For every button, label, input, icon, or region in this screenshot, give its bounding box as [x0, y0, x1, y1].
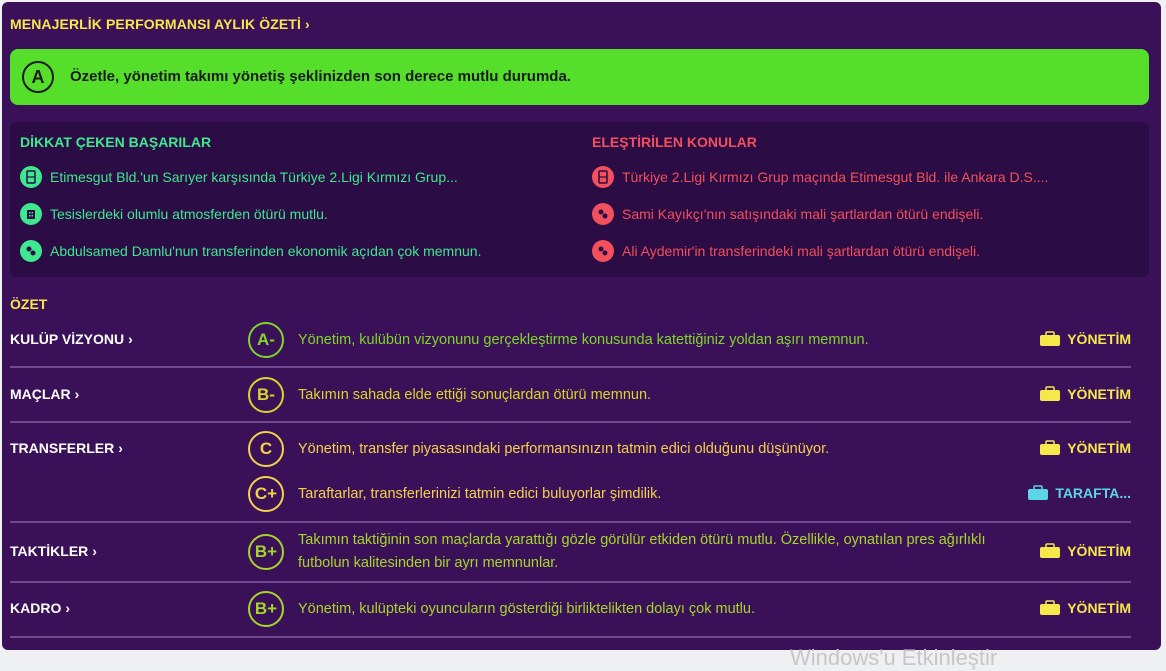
highlight-item[interactable]: Abdulsamed Damlu'nun transferinden ekonomik açıdan çok memnun.	[20, 232, 580, 269]
criticism-item[interactable]: Türkiye 2.Ligi Kırmızı Grup maçında Etimesgut Bld. ile Ankara D.S....	[592, 158, 1137, 195]
category-link-tactics[interactable]: TAKTİKLER ›	[10, 543, 97, 559]
row-description: Takımın taktiğinin son maçlarda yarattığı gözle görülür etkiden ötürü mutlu. Özellikle, oynatılan pres ağırlıklı futbolun kalitesinden bir ayrı memnunlar.	[298, 532, 986, 571]
transfer-icon	[20, 240, 42, 262]
highlights-title: DİKKAT ÇEKEN BAŞARILAR	[20, 134, 212, 150]
transfer-icon	[592, 240, 614, 262]
board-tag[interactable]: YÖNETİM	[1039, 386, 1131, 402]
category-link-club-vision[interactable]: KULÜP VİZYONU ›	[10, 331, 133, 347]
criticism-item[interactable]: Ali Aydemir'in transferindeki mali şartlardan ötürü endişeli.	[592, 232, 1137, 269]
summary-row-matches	[10, 377, 1131, 421]
chevron-right-icon: ›	[118, 440, 123, 456]
grade-badge: B+	[248, 591, 284, 627]
highlight-item[interactable]: Etimesgut Bld.'un Sarıyer karşısında Türkiye 2.Ligi Kırmızı Grup...	[20, 158, 580, 195]
summary-title: ÖZET	[10, 296, 48, 312]
board-tag[interactable]: YÖNETİM	[1039, 331, 1131, 347]
briefcase-icon	[1039, 440, 1061, 456]
grade-badge: A-	[248, 322, 284, 358]
facilities-icon	[20, 203, 42, 225]
briefcase-icon	[1039, 331, 1061, 347]
chevron-right-icon: ›	[74, 386, 80, 402]
row-description: Taraftarlar, transferlerinizi tatmin edici buluyorlar şimdilik.	[298, 486, 662, 502]
match-icon	[592, 166, 614, 188]
monthly-summary-panel	[2, 2, 1161, 650]
summary-row-transfers-fans	[10, 476, 1131, 516]
highlights-column	[20, 132, 580, 269]
overall-grade-text: Özetle, yönetim takımı yönetiş şeklinizden son derece mutlu durumda.	[70, 68, 571, 85]
row-divider	[10, 366, 1131, 368]
row-divider	[10, 421, 1131, 423]
category-link-squad[interactable]: KADRO ›	[10, 600, 71, 616]
chevron-right-icon: ›	[128, 331, 133, 347]
criticism-item[interactable]: Sami Kayıkçı'nın satışındaki mali şartlardan ötürü endişeli.	[592, 195, 1137, 232]
row-divider	[10, 521, 1131, 523]
criticisms-column	[592, 132, 1137, 269]
briefcase-icon	[1027, 485, 1049, 501]
criticisms-title: ELEŞTİRİLEN KONULAR	[592, 134, 757, 150]
grade-badge: B-	[248, 377, 284, 413]
summary-row-transfers	[10, 431, 1131, 475]
row-description: Yönetim, kulüpteki oyuncuların gösterdiği birliktelikten dolayı çok mutlu.	[298, 601, 755, 617]
summary-row-tactics	[10, 529, 1131, 579]
windows-activation-watermark: Windows'u Etkinleştir	[790, 645, 998, 670]
briefcase-icon	[1039, 386, 1061, 402]
row-description: Yönetim, transfer piyasasındaki performansınızın tatmin edici olduğunu düşünüyor.	[298, 441, 830, 457]
summary-row-squad	[10, 591, 1131, 635]
board-tag[interactable]: YÖNETİM	[1039, 600, 1131, 616]
summary-row-club-vision	[10, 322, 1131, 366]
chevron-right-icon: ›	[304, 16, 310, 32]
overall-grade-banner	[10, 49, 1149, 105]
briefcase-icon	[1039, 543, 1061, 559]
notes-box	[10, 122, 1149, 277]
grade-badge: C	[248, 431, 284, 467]
chevron-right-icon: ›	[65, 600, 71, 616]
category-link-matches[interactable]: MAÇLAR ›	[10, 386, 80, 402]
briefcase-icon	[1039, 600, 1061, 616]
chevron-right-icon: ›	[92, 543, 97, 559]
grade-badge: B+	[248, 534, 284, 570]
match-icon	[20, 166, 42, 188]
category-link-transfers[interactable]: TRANSFERLER ›	[10, 440, 123, 456]
grade-badge: C+	[248, 476, 284, 512]
highlight-item[interactable]: Tesislerdeki olumlu atmosferden ötürü mutlu.	[20, 195, 580, 232]
row-divider	[10, 581, 1131, 583]
row-description: Yönetim, kulübün vizyonunu gerçekleştirme konusunda katettiğiniz yoldan aşırı memnun.	[298, 332, 869, 348]
transfer-icon	[592, 203, 614, 225]
board-tag[interactable]: YÖNETİM	[1039, 440, 1131, 456]
overall-grade-badge: A	[22, 61, 54, 93]
board-tag[interactable]: YÖNETİM	[1039, 543, 1131, 559]
page-title[interactable]: MENAJERLİK PERFORMANSI AYLIK ÖZETİ ›	[10, 16, 310, 32]
fans-tag[interactable]: TARAFTA...	[1027, 485, 1131, 501]
row-divider	[10, 636, 1131, 638]
row-description: Takımın sahada elde ettiği sonuçlardan ötürü memnun.	[298, 387, 652, 403]
